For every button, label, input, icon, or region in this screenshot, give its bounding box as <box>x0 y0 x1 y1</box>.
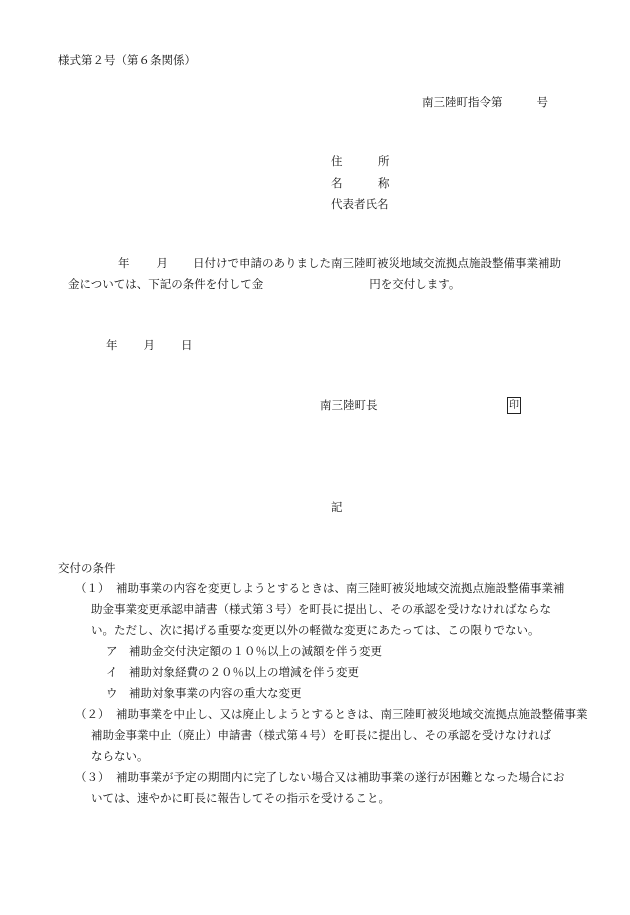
recipient-representative-label: 代表者氏名 <box>331 197 389 211</box>
condition-text: 補助金事業中止（廃止）申請書（様式第４号）を町長に提出し、その承認を受けなければ <box>91 728 551 742</box>
condition-text: いては、速やかに町長に報告してその指示を受けること。 <box>91 791 390 805</box>
condition-number: （２） <box>75 707 110 721</box>
condition-sub-item: ウ 補助対象事業の内容の重大な変更 <box>106 686 302 700</box>
notice-suffix: 号 <box>536 95 548 109</box>
condition-number: （３） <box>75 770 110 784</box>
recipient-name-label: 名 称 <box>331 176 390 190</box>
body-line-1: 年 月 日付けで申請のありました南三陸町被災地域交流拠点施設整備事業補助 <box>118 256 561 270</box>
notice-prefix: 南三陸町指令第 <box>422 95 503 109</box>
condition-number: （１） <box>75 581 110 595</box>
issue-date: 年 月 日 <box>106 338 193 352</box>
condition-sub-item: イ 補助対象経費の２０％以上の増減を伴う変更 <box>106 665 359 679</box>
notice-number <box>422 94 548 110</box>
condition-text: 助金事業変更承認申請書（様式第３号）を町長に提出し、その承認を受けなければならな <box>91 602 551 616</box>
body-line-2: 金については、下記の条件を付して金 円を交付します。 <box>68 277 461 291</box>
condition-text: 補助事業を中止し、又は廃止しようとするときは、南三陸町被災地域交流拠点施設整備事業 <box>116 707 588 721</box>
recipient-address-label: 住 所 <box>331 154 390 168</box>
condition-text: い。ただし、次に掲げる重要な変更以外の軽微な変更にあたっては、この限りでない。 <box>91 623 540 637</box>
conditions-title: 交付の条件 <box>58 561 116 575</box>
condition-sub-item: ア 補助金交付決定額の１０％以上の減額を伴う変更 <box>106 644 382 658</box>
condition-text: 補助事業の内容を変更しようとするときは、南三陸町被災地域交流拠点施設整備事業補 <box>116 581 565 595</box>
condition-text: ならない。 <box>91 749 149 763</box>
seal-mark: 印 <box>507 397 521 414</box>
form-number: 様式第２号（第６条関係） <box>58 53 196 67</box>
condition-text: 補助事業が予定の期間内に完了しない場合又は補助事業の遂行が困難となった場合にお <box>116 770 565 784</box>
mayor-signature: 南三陸町長 <box>320 398 378 412</box>
ki-heading: 記 <box>331 500 343 514</box>
